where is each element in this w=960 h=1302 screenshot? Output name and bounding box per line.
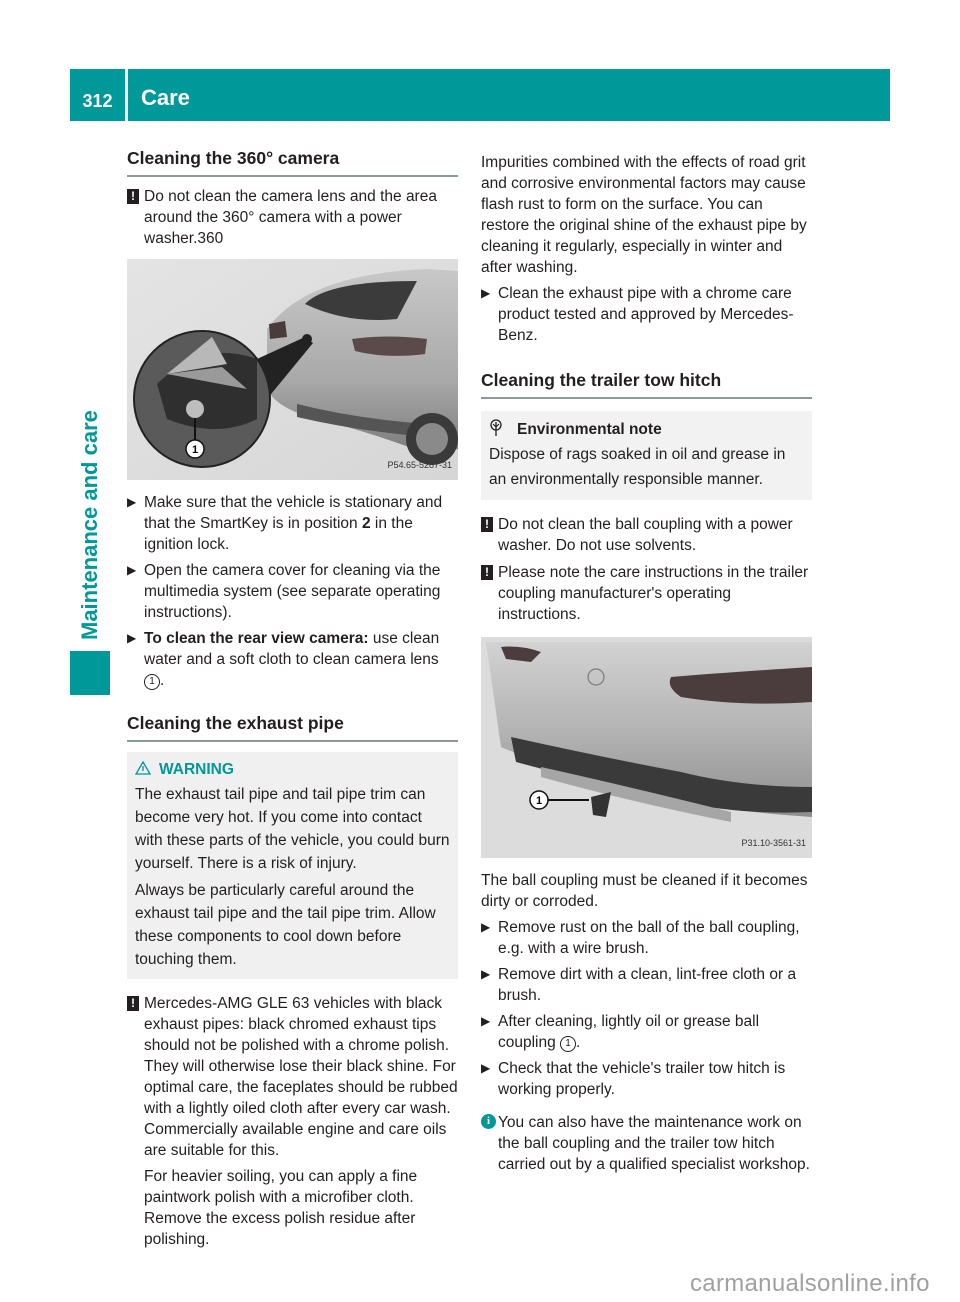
hitch-note-1-text: Do not clean the ball coupling with a power washer. Do not use solvents. <box>498 516 793 554</box>
exclamation-icon: ! <box>481 565 493 580</box>
section-title: Care <box>141 85 190 110</box>
camera-step-3 <box>127 628 458 691</box>
camera-figure <box>127 259 458 480</box>
step-text: After cleaning, lightly oil or grease ball coupling <box>498 1013 760 1051</box>
camera-step-1 <box>127 492 458 555</box>
section-header <box>128 69 890 121</box>
step-text: use clean water and a soft cloth to clean camera lens <box>144 630 440 668</box>
step-text: in the ignition lock. <box>144 515 413 553</box>
step-bold: 2 <box>361 515 371 532</box>
step-end: . <box>160 672 165 689</box>
exhaust-paragraph: Impurities combined with the effects of road grit and corrosive environmental factors may cause flash rust to form on the surface. You can restore the original shine of the exhaust pipe by cleaning it regularly, especially in winter and after washing. <box>481 154 807 276</box>
warning-box <box>127 752 458 979</box>
bullet-arrow-icon: ▶ <box>481 920 491 934</box>
bullet-arrow-icon: ▶ <box>127 563 137 577</box>
svg-text:1: 1 <box>535 795 543 807</box>
step-text: Make sure that the vehicle is stationary and that the SmartKey is in position <box>144 494 443 532</box>
exclamation-icon: ! <box>127 996 139 1011</box>
warning-header <box>135 758 450 781</box>
hitch-note-2-text: Please note the care instructions in the trailer coupling manufacturer's operating instructions. <box>498 564 809 623</box>
warning-text-2: Always be particularly careful around the exhaust tail pipe and the tail pipe trim. Allow these components to cool down before touching them. <box>135 882 436 968</box>
watermark: carmanualsonline.info <box>690 1270 930 1297</box>
page-number-text: 312 <box>82 91 113 111</box>
side-tab-label: Maintenance and care <box>77 410 102 640</box>
warning-triangle-icon <box>135 761 151 775</box>
exhaust-step <box>481 283 812 346</box>
warning-text-1: The exhaust tail pipe and tail pipe trim can become very hot. If you come into contact with these parts of the vehicle, you could burn yourself. There is a risk of injury. <box>135 786 450 872</box>
bullet-arrow-icon: ▶ <box>127 631 137 645</box>
environmental-note-box <box>481 411 812 500</box>
step-text: Open the camera cover for cleaning via the multimedia system (see separate operating instructions). <box>144 562 441 621</box>
step-text: Check that the vehicle's trailer tow hitch is working properly. <box>498 1060 786 1098</box>
hitch-note-2 <box>481 562 812 625</box>
info-note <box>481 1112 812 1175</box>
step-text: Remove dirt with a clean, lint-free cloth or a brush. <box>498 966 797 1004</box>
figure-code: P54.65-5287-31 <box>387 460 452 470</box>
step-text: Clean the exhaust pipe with a chrome care product tested and approved by Mercedes-Benz. <box>498 285 794 344</box>
bullet-arrow-icon: ▶ <box>481 1014 491 1028</box>
exclamation-icon: ! <box>127 189 139 204</box>
environment-plant-icon <box>489 419 503 437</box>
side-tab-marker <box>70 651 110 695</box>
amg-note-text-1: Mercedes-AMG GLE 63 vehicles with black exhaust pipes: black chromed exhaust tips should not be polished with a chrome polish. They will otherwise lose their black shine. For optimal care, the faceplates should be rubbed with a lightly oiled cloth after every car wash. Commercially available engine and care oils are suitable for this. <box>144 995 458 1159</box>
left-column <box>127 148 458 1250</box>
warning-title: WARNING <box>159 761 234 778</box>
car-rear-hitch-illustration <box>481 637 812 858</box>
page-number <box>70 69 125 121</box>
camera-note <box>127 186 458 249</box>
hitch-note-1 <box>481 514 812 556</box>
camera-step-2 <box>127 560 458 623</box>
step-text: Remove rust on the ball of the ball coupling, e.g. with a wire brush. <box>498 919 800 957</box>
figure-code: P31.10-3561-31 <box>741 838 806 848</box>
info-icon: i <box>481 1114 496 1129</box>
env-note-title: Environmental note <box>517 421 662 438</box>
hitch-step-4 <box>481 1058 812 1100</box>
env-note-text: Dispose of rags soaked in oil and grease in an environmentally responsible manner. <box>489 446 786 488</box>
car-rear-camera-illustration <box>127 259 458 480</box>
right-column <box>481 152 812 1175</box>
hitch-step-1 <box>481 917 812 959</box>
env-note-header <box>489 417 804 442</box>
amg-note <box>127 993 458 1250</box>
info-note-text: You can also have the maintenance work on the ball coupling and the trailer tow hitch carried out by a qualified specialist workshop. <box>498 1114 810 1173</box>
amg-note-text-2: For heavier soiling, you can apply a fine paintwork polish with a microfiber cloth. Remove the excess polish residue after polishing. <box>144 1168 418 1248</box>
heading-exhaust-pipe: Cleaning the exhaust pipe <box>127 713 458 742</box>
bullet-arrow-icon: ▶ <box>127 495 137 509</box>
callout-1: 1 <box>144 674 160 690</box>
bullet-arrow-icon: ▶ <box>481 286 491 300</box>
heading-360-camera: Cleaning the 360° camera <box>127 148 458 177</box>
hitch-figure <box>481 637 812 858</box>
heading-trailer-tow-hitch: Cleaning the trailer tow hitch <box>481 370 812 399</box>
bullet-arrow-icon: ▶ <box>481 967 491 981</box>
hitch-paragraph: The ball coupling must be cleaned if it becomes dirty or corroded. <box>481 872 808 910</box>
camera-note-text: Do not clean the camera lens and the area around the 360° camera with a power washer.360 <box>144 188 437 247</box>
exclamation-icon: ! <box>481 517 493 532</box>
step-bold: To clean the rear view camera: <box>144 630 369 647</box>
hitch-step-3: ▶ After cleaning, lightly oil or grease ball coupling 1 . <box>481 1013 760 1051</box>
hitch-step-2 <box>481 964 812 1006</box>
svg-text:1: 1 <box>191 444 199 456</box>
bullet-arrow-icon: ▶ <box>481 1061 491 1075</box>
callout-1: 1 <box>560 1036 576 1052</box>
